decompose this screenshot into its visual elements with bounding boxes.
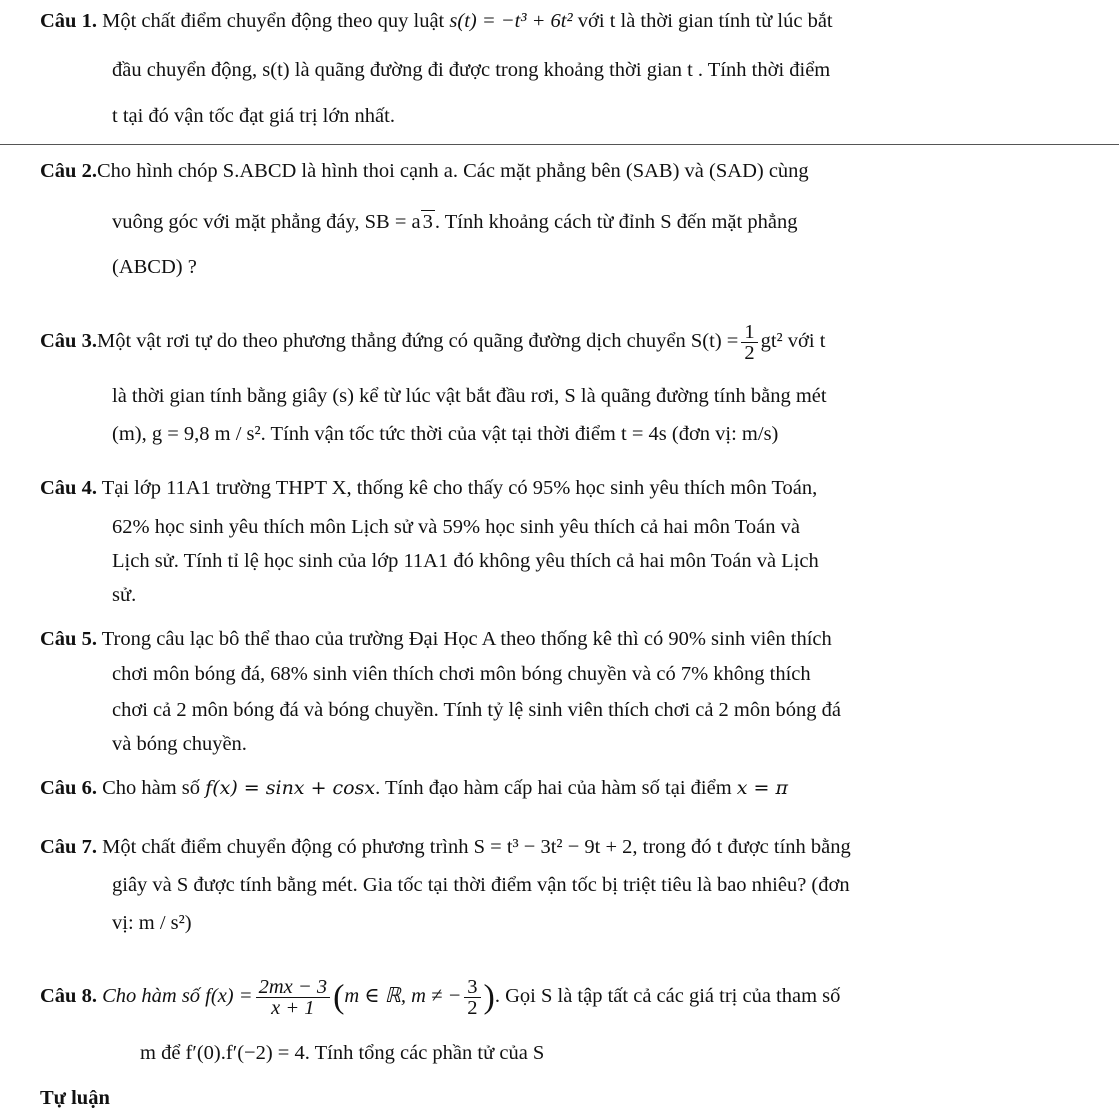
question-8-label: Câu 8. — [40, 985, 97, 1008]
question-3-label: Câu 3. — [40, 330, 97, 353]
question-2-label: Câu 2. — [40, 160, 97, 182]
q8-cond-fraction: $\frac{3}{2}$ — [464, 977, 480, 1018]
question-6-label: Câu 6. — [40, 777, 97, 799]
question-7-label: Câu 7. — [40, 836, 97, 858]
divider-line — [0, 144, 1119, 145]
question-4-label: Câu 4. — [40, 477, 97, 499]
worksheet-page: Câu 1. Một chất điểm chuyển động theo quy luật s(t) = −t³ + 6t² với t là thời gian tính từ lúc bắt đầu chuyển động, s(t) là quãng đường đi được trong khoảng thời gian t . Tính thời điểm t tại đó vận tốc đạt giá trị lớn nhất. Câu 2.Cho hình chóp S.ABCD là hình thoi cạnh a. Các mặt phẳng bên (SAB) và (SAD) cùng vuông góc với mặt phẳng đáy, SB = a3. Tính khoảng cách từ đỉnh S đến mặt phẳng (ABCD) ? Câu 3.Một vật rơi tự do theo phương thẳng đứng có quãng đường dịch chuyển S(t) = $\frac{1}{2}$ gt² với t là thời gian tính bằng giây (s) kể từ lúc vật bắt đầu rơi, S là quãng đường tính bằng mét (m), g = 9,8 m / s². Tính vận tốc tức thời của vật tại thời điểm t = 4s (đơn vị: m/s) Câu 4. Tại lớp 11A1 trường THPT X, thống kê cho thấy có 95% học sinh yêu thích môn Toán, 62% học sinh yêu thích môn Lịch sử và 59% học sinh yêu thích cả hai môn Toán và Lịch sử. Tính tỉ lệ học sinh của lớp 11A1 đó không yêu thích cả hai môn Toán và Lịch sử. Câu 5. Trong câu lạc bô thể thao của trường Đại Học A theo thống kê thì có 90% sinh viên thích chơi môn bóng đá, 68% sinh viên thích chơi môn bóng chuyền và có 7% không thích chơi cả 2 môn bóng đá và bóng chuyền. Tính tỷ lệ sinh viên thích chơi cả 2 môn bóng đá và bóng chuyền. Câu 6. Cho hàm số f(x) = sinx + cosx. Tính đạo hàm cấp hai của hàm số tại điểm x = π Câu 7. Một chất điểm chuyển động có phương trình S = t³ − 3t² − 9t + 2, trong đó t được tính bằng giây và S được tính bằng mét. Gia tốc tại thời điểm vận tốc bị triệt tiêu là bao nhiêu? (đơn vị: m / s²) Câu 8. Cho hàm số f(x) = $\frac{2mx - 3}{x + 1}$ (m ∈ ℝ, m ≠ − $\frac{3}{2}$ ). Gọi S là tập tất cả các giá trị của tham số m để f′(0).f′(−2) = 4. Tính tổng các phần tử của S Tự luận — [0, 0, 1119, 1098]
sqrt-value: 3 — [422, 211, 433, 233]
q8-fraction: $\frac{2mx - 3}{x + 1}$ — [256, 977, 331, 1018]
fraction-half: $\frac{1}{2}$ — [741, 322, 757, 363]
question-5-label: Câu 5. — [40, 628, 97, 650]
next-section-heading-cut: Tự luận — [40, 1087, 110, 1109]
q6-point: x = π — [736, 777, 788, 799]
question-1-label: Câu 1. — [40, 10, 97, 32]
q1-formula: s(t) = −t³ + 6t² — [449, 10, 573, 32]
q6-function: f(x) = sinx + cosx — [205, 777, 376, 799]
